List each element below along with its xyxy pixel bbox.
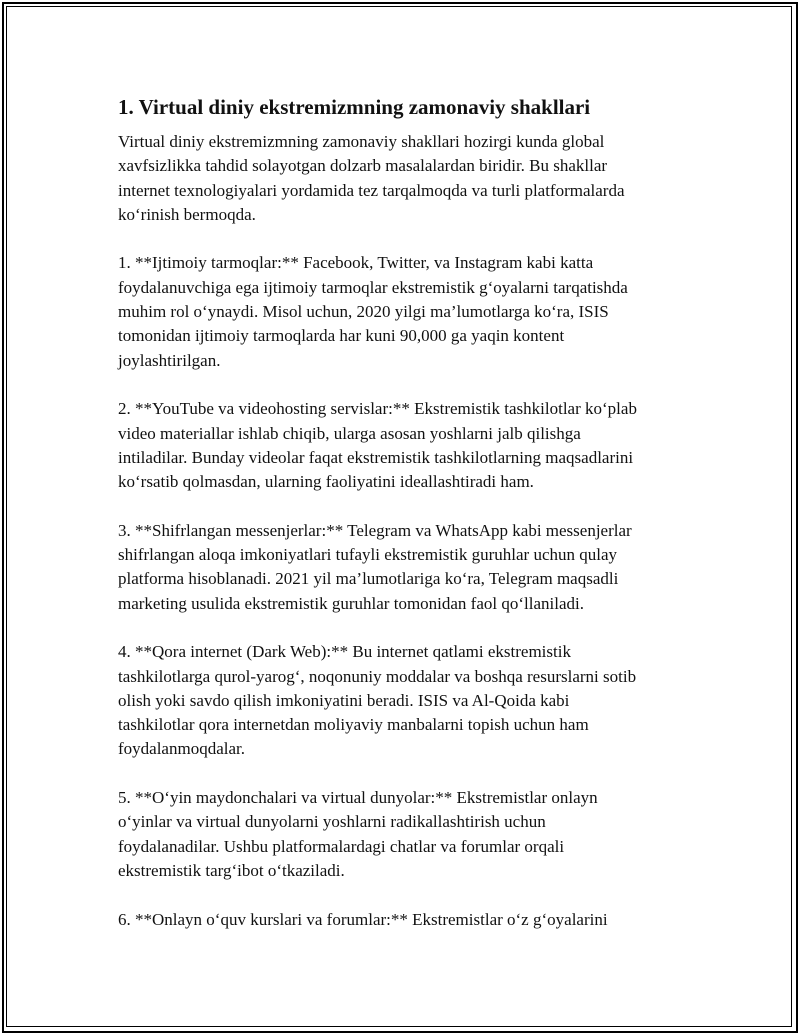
text-line: olish yoki savdo qilish imkoniyatini beradi. ISIS va Al-Qoida kabi: [118, 690, 570, 710]
text-line: 4. **Qora internet (Dark Web):** Bu internet qatlami ekstremistik: [118, 642, 571, 662]
text-line: Virtual diniy ekstremizmning zamonaviy shakllari hozirgi kunda global: [118, 132, 605, 151]
text-line: intiladilar. Bunday videolar faqat ekstremistik tashkilotlarning maqsadlarini: [118, 447, 634, 467]
text-line: xavfsizlikka tahdid solayotgan dolzarb masalalardan biridir. Bu shakllar: [118, 156, 608, 176]
text-line: 6. **Onlayn o‘quv kurslari va forumlar:** Ekstremistlar o‘z g‘oyalarini: [118, 909, 608, 929]
text-line: 2. **YouTube va videohosting servislar:** Ekstremistik tashkilotlar ko‘plab: [118, 399, 637, 419]
text-line: 5. **O‘yin maydonchalari va virtual dunyolar:** Ekstremistlar onlayn: [118, 788, 598, 808]
text-line: ko‘rinish bermoqda.: [118, 204, 256, 224]
text-line: foydalanuvchiga ega ijtimoiy tarmoqlar ekstremistik g‘oyalarni tarqatishda: [118, 277, 628, 297]
text-line: tashkilotlarga qurol-yarog‘, noqonuniy moddalar va boshqa resurslarni sotib: [118, 666, 637, 686]
text-line: joylashtirilgan.: [118, 350, 221, 370]
text-line: tashkilotlar qora internetdan moliyaviy manbalarni topish uchun ham: [118, 715, 589, 735]
document-body: [118, 93, 698, 956]
text-line: tomonidan ijtimoiy tarmoqlarda har kuni 90,000 ga yaqin kontent: [118, 326, 565, 346]
text-line: ko‘rsatib qolmasdan, ularning faoliyatini ideallashtiradi ham.: [118, 472, 534, 492]
text-line: ekstremistik targ‘ibot o‘tkaziladi.: [118, 860, 345, 880]
text-line: muhim rol o‘ynaydi. Misol uchun, 2020 yilgi ma’lumotlarga ko‘ra, ISIS: [118, 302, 609, 322]
text-line: marketing usulida ekstremistik guruhlar tomonidan faol qo‘llaniladi.: [118, 593, 584, 613]
paragraph-gaming-platforms: [118, 786, 698, 883]
text-line: internet texnologiyalari yordamida tez tarqalmoqda va turli platformalarda: [118, 180, 625, 200]
text-line: 1. **Ijtimoiy tarmoqlar:** Facebook, Twitter, va Instagram kabi katta: [118, 253, 594, 273]
paragraph-dark-web: [118, 640, 698, 761]
text-line: o‘yinlar va virtual dunyolarni yoshlarni radikallashtirish uchun: [118, 812, 546, 832]
text-line: foydalanadilar. Ushbu platformalardagi chatlar va forumlar orqali: [118, 836, 565, 856]
text-line: foydalanmoqdalar.: [118, 739, 245, 759]
text-line: platforma hisoblanadi. 2021 yil ma’lumotlariga ko‘ra, Telegram maqsadli: [118, 569, 619, 589]
section-heading: 1. Virtual diniy ekstremizmning zamonaviy shakllari: [118, 95, 591, 119]
text-line: 3. **Shifrlangan messenjerlar:** Telegram va WhatsApp kabi messenjerlar: [118, 520, 632, 540]
paragraph-encrypted-messengers: [118, 519, 698, 616]
paragraph-intro: [118, 130, 698, 227]
text-line: video materiallar ishlab chiqib, ularga asosan yoshlarni jalb qilishga: [118, 423, 581, 443]
text-line: shifrlangan aloqa imkoniyatlari tufayli ekstremistik guruhlar uchun qulay: [118, 545, 618, 565]
paragraph-social-networks: [118, 251, 698, 372]
paragraph-online-courses: [118, 908, 698, 932]
paragraph-video-hosting: [118, 397, 698, 494]
